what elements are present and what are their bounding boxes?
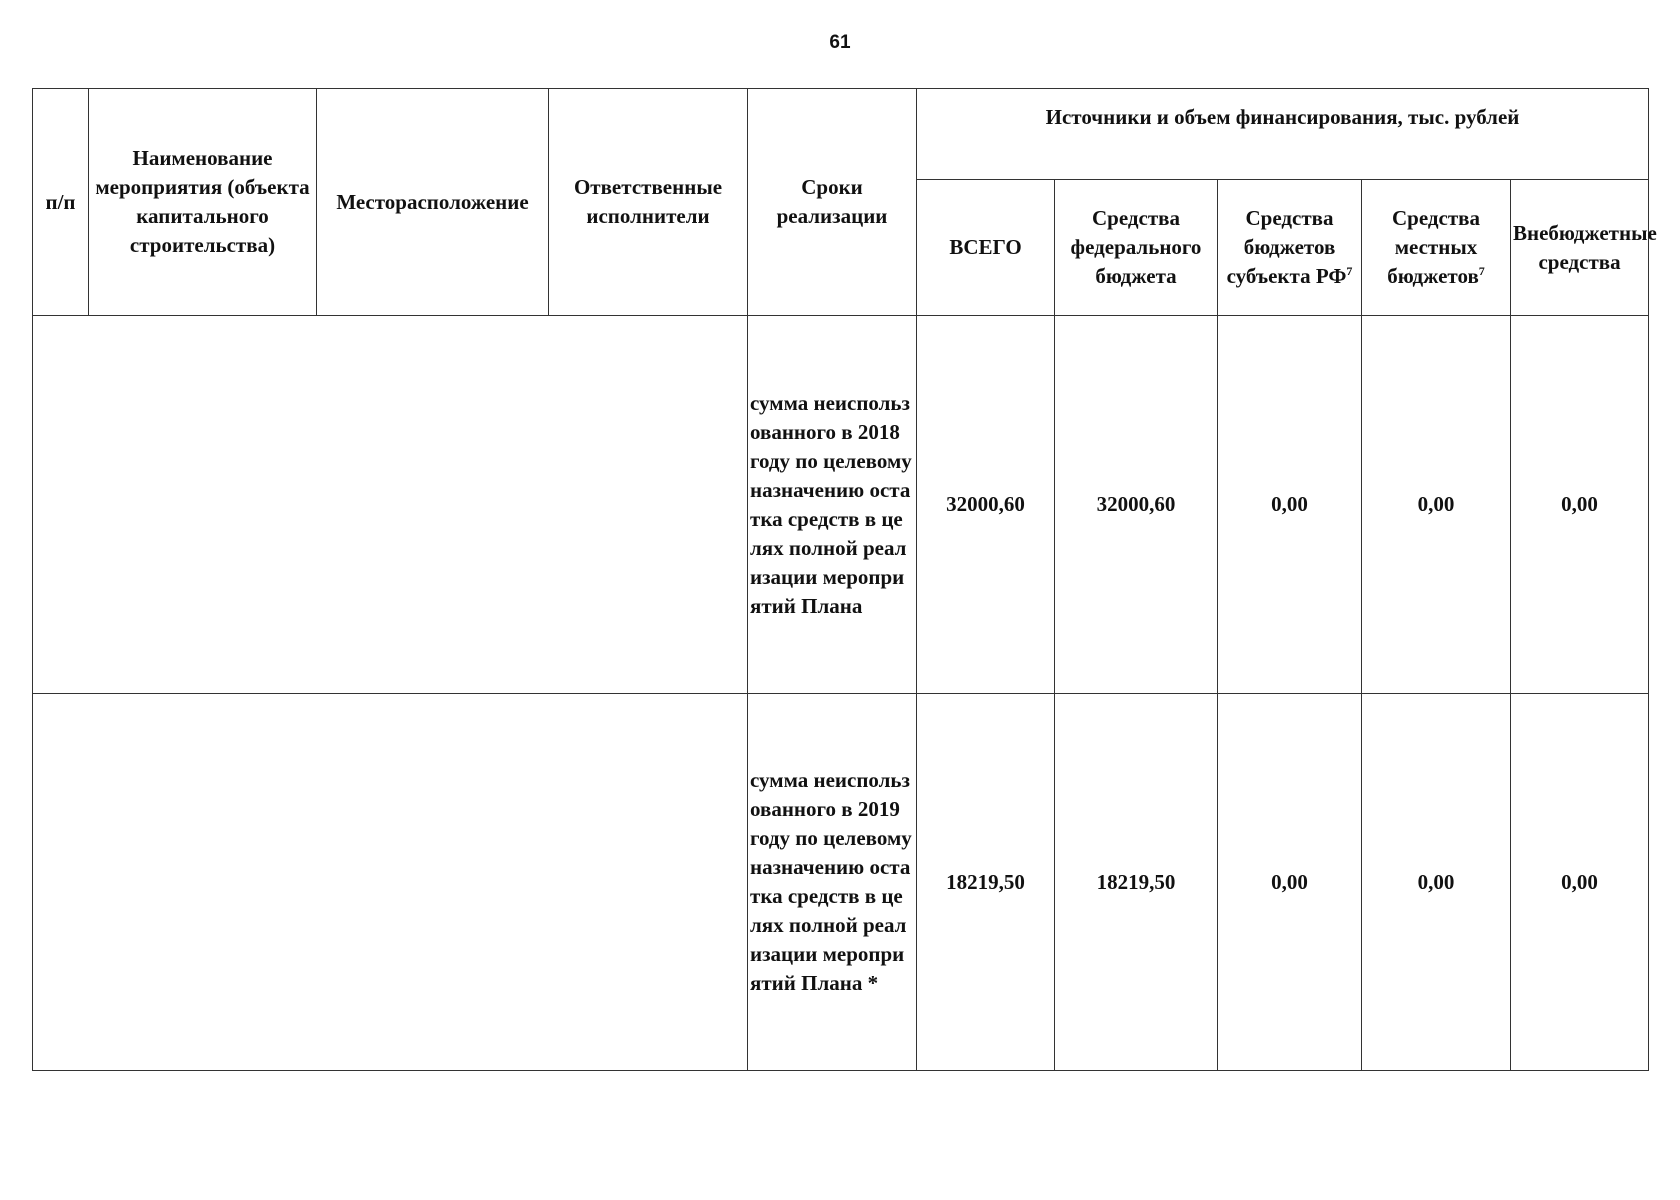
table-row (33, 694, 1649, 1071)
header-responsible: Ответственные исполнители (549, 89, 748, 316)
header-local-footnote: 7 (1478, 264, 1485, 278)
header-terms: Сроки реализации (748, 89, 917, 316)
header-funding-group: Источники и объем финансирования, тыс. рублей (917, 89, 1649, 180)
total-cell: 32000,60 (917, 316, 1055, 694)
subject-cell: 0,00 (1218, 316, 1362, 694)
header-subject-label: Средства бюджетов субъекта РФ (1226, 206, 1347, 288)
term-cell: сумма неиспользованного в 2019 году по целевому назначению остатка средств в целях полной реализации мероприятий Плана * (748, 694, 917, 1071)
header-subject (1218, 180, 1362, 316)
federal-cell: 18219,50 (1055, 694, 1218, 1071)
empty-cell (33, 694, 748, 1071)
header-local (1362, 180, 1511, 316)
header-name: Наименование мероприятия (объекта капитального строительства) (89, 89, 317, 316)
extra-cell: 0,00 (1511, 694, 1649, 1071)
funding-table (32, 88, 1657, 1071)
term-cell: сумма неиспользованного в 2018 году по целевому назначению остатка средств в целях полной реализации мероприятий Плана (748, 316, 917, 694)
header-local-label: Средства местных бюджетов (1387, 206, 1480, 288)
table-row (33, 316, 1649, 694)
header-total: ВСЕГО (917, 180, 1055, 316)
total-cell: 18219,50 (917, 694, 1055, 1071)
header-federal: Средства федерального бюджета (1055, 180, 1218, 316)
extra-cell: 0,00 (1511, 316, 1649, 694)
local-cell: 0,00 (1362, 316, 1511, 694)
header-location: Месторасположение (317, 89, 549, 316)
local-cell: 0,00 (1362, 694, 1511, 1071)
header-num: п/п (33, 89, 89, 316)
header-subject-footnote: 7 (1346, 264, 1353, 278)
table-header (33, 89, 1657, 316)
header-extra: Внебюджетные средства (1511, 180, 1649, 316)
page-number: 61 (829, 32, 851, 53)
federal-cell: 32000,60 (1055, 316, 1218, 694)
empty-cell (33, 316, 748, 694)
subject-cell: 0,00 (1218, 694, 1362, 1071)
